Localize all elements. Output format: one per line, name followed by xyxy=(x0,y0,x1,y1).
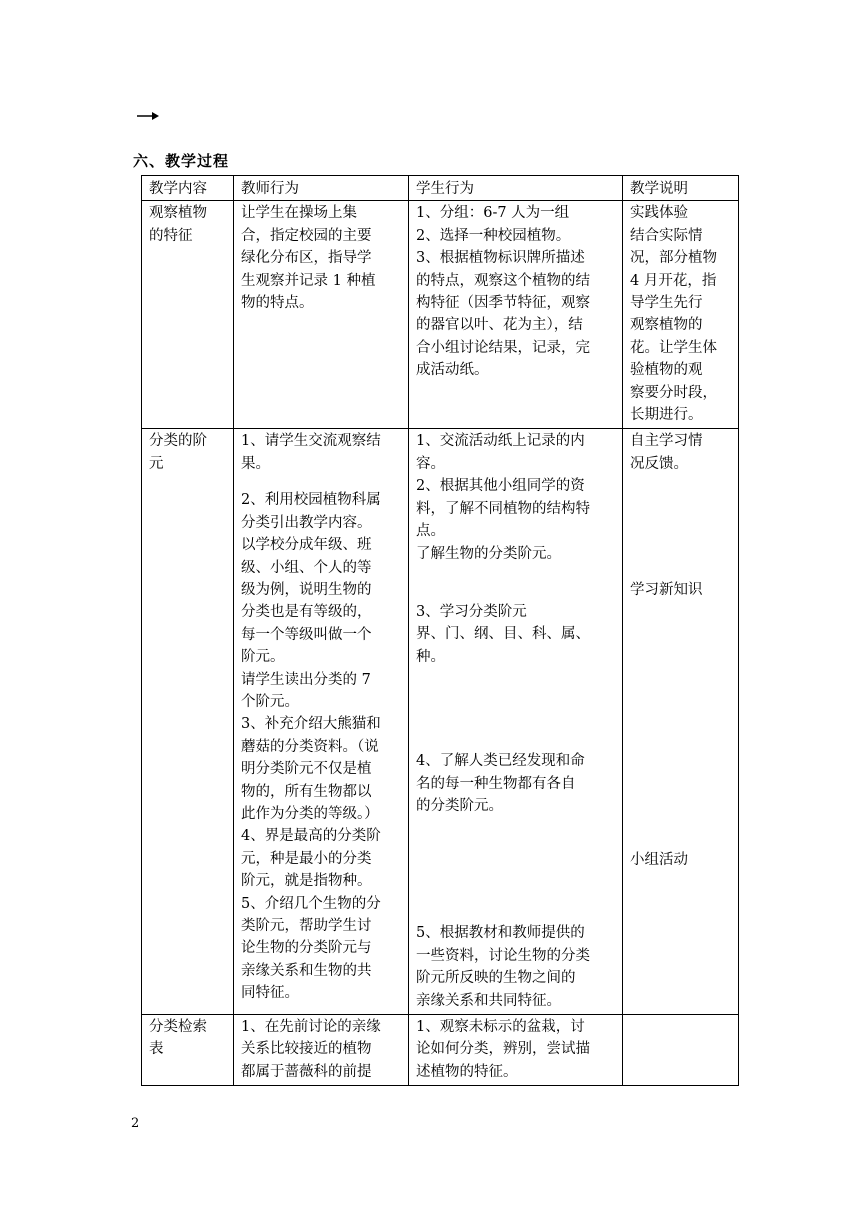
column-header: 教学说明 xyxy=(623,176,739,201)
student-cell xyxy=(409,1014,623,1085)
cell-line: 合小组讨论结果，记录，完 xyxy=(416,339,590,356)
cell-line: 明分类阶元不仅是植 xyxy=(241,761,372,778)
notes-cell xyxy=(623,429,739,1015)
cell-line: 实践体验 xyxy=(630,205,688,222)
arrow-icon xyxy=(137,110,159,122)
cell-line: 3、根据植物标识牌所描述 xyxy=(416,250,585,267)
cell-line: 绿化分布区，指导学 xyxy=(241,250,372,267)
cell-line: 3、学习分类阶元 xyxy=(416,603,527,620)
content-cell xyxy=(142,201,234,429)
notes-cell xyxy=(623,1014,739,1085)
student-cell xyxy=(409,201,623,429)
notes-cell xyxy=(623,201,739,429)
cell-line: 级为例，说明生物的 xyxy=(241,581,372,598)
cell-line: 论生物的分类阶元与 xyxy=(241,940,372,957)
cell-line: 观察植物的 xyxy=(630,317,703,334)
cell-line: 阶元。 xyxy=(241,649,285,666)
cell-line: 分类检索 xyxy=(149,1018,207,1035)
teacher-cell xyxy=(234,201,409,429)
cell-line: 的器官以叶、花为主），结 xyxy=(416,317,583,334)
cell-line: 论如何分类，辨别，尝试描 xyxy=(416,1041,590,1058)
cell-line: 结合实际情 xyxy=(630,227,703,244)
teacher-cell xyxy=(234,429,409,1015)
cell-line: 请学生读出分类的 7 xyxy=(241,671,371,688)
cell-line: 分类引出教学内容。 xyxy=(241,514,372,531)
cell-line: 观察植物 xyxy=(149,205,207,222)
cell-line: 名的每一种生物都有各自 xyxy=(416,775,576,792)
cell-line: 长期进行。 xyxy=(630,407,703,424)
cell-line: 5、根据教材和教师提供的 xyxy=(416,925,585,942)
cell-line: 的分类阶元。 xyxy=(416,797,503,814)
cell-line: 一些资料，讨论生物的分类 xyxy=(416,947,590,964)
cell-line: 的特征 xyxy=(149,227,193,244)
student-cell xyxy=(409,429,623,1015)
cell-line: 况反馈。 xyxy=(630,455,688,472)
cell-line: 察要分时段， xyxy=(630,384,717,401)
cell-line: 4 月开花，指 xyxy=(630,272,717,289)
cell-line: 验植物的观 xyxy=(630,362,703,379)
cell-line: 3、补充介绍大熊猫和 xyxy=(241,716,381,733)
cell-line: 种。 xyxy=(416,648,445,665)
cell-line: 况，部分植物 xyxy=(630,250,717,267)
cell-line: 1、交流活动纸上记录的内 xyxy=(416,433,585,450)
cell-line: 5、介绍几个生物的分 xyxy=(241,895,381,912)
cell-line: 关系比较接近的植物 xyxy=(241,1041,372,1058)
cell-line: 的特点，观察这个植物的结 xyxy=(416,272,590,289)
cell-line: 构特征（因季节特征，观察 xyxy=(416,295,590,312)
content-cell xyxy=(142,429,234,1015)
cell-line: 元，种是最小的分类 xyxy=(241,850,372,867)
cell-line: 学习新知识 xyxy=(630,582,703,599)
cell-line: 1、在先前讨论的亲缘 xyxy=(241,1018,381,1035)
cell-line: 元 xyxy=(149,455,164,472)
cell-line: 了解生物的分类阶元。 xyxy=(416,545,561,562)
content-cell xyxy=(142,1014,234,1085)
cell-line: 料，了解不同植物的结构特 xyxy=(416,500,590,517)
cell-line: 界、门、纲、目、科、属、 xyxy=(416,626,590,643)
cell-line: 都属于蔷薇科的前提 xyxy=(241,1063,372,1080)
cell-line: 1、观察未标示的盆栽，讨 xyxy=(416,1018,585,1035)
table-row xyxy=(142,1014,739,1085)
cell-line: 阶元，就是指物种。 xyxy=(241,873,372,890)
cell-line: 2、根据其他小组同学的资 xyxy=(416,478,585,495)
cell-line: 个阶元。 xyxy=(241,693,299,710)
cell-line: 1、分组：6-7 人为一组 xyxy=(416,205,570,222)
cell-line: 以学校分成年级、班 xyxy=(241,537,372,554)
cell-line: 花。让学生体 xyxy=(630,339,717,356)
cell-line: 小组活动 xyxy=(630,851,688,868)
cell-line: 4、界是最高的分类阶 xyxy=(241,828,381,845)
cell-line: 此作为分类的等级。） xyxy=(241,805,379,822)
cell-line: 生观察并记录 1 种植 xyxy=(241,272,376,289)
cell-line: 合，指定校园的主要 xyxy=(241,227,372,244)
cell-line: 导学生先行 xyxy=(630,295,703,312)
cell-line: 每一个等级叫做一个 xyxy=(241,626,372,643)
cell-line: 容。 xyxy=(416,455,445,472)
table-row xyxy=(142,201,739,429)
cell-line: 果。 xyxy=(241,455,270,472)
cell-line: 分类的阶 xyxy=(149,433,207,450)
teacher-cell xyxy=(234,1014,409,1085)
cell-line: 述植物的特征。 xyxy=(416,1063,518,1080)
teaching-process-table xyxy=(141,175,739,1086)
cell-line: 成活动纸。 xyxy=(416,362,489,379)
cell-line: 1、请学生交流观察结 xyxy=(241,433,381,450)
column-header: 教学内容 xyxy=(142,176,234,201)
cell-line: 物的特点。 xyxy=(241,295,314,312)
table-row xyxy=(142,429,739,1015)
section-title: 六、教学过程 xyxy=(133,152,230,170)
cell-line: 自主学习情 xyxy=(630,433,703,450)
cell-line: 物的，所有生物都以 xyxy=(241,783,372,800)
cell-line: 亲缘关系和生物的共 xyxy=(241,962,372,979)
cell-line: 同特征。 xyxy=(241,985,299,1002)
cell-line: 2、选择一种校园植物。 xyxy=(416,227,571,244)
table-header-row xyxy=(142,176,739,201)
cell-line: 2、利用校园植物科属 xyxy=(241,492,381,509)
cell-line: 4、了解人类已经发现和命 xyxy=(416,753,585,770)
cell-line: 亲缘关系和共同特征。 xyxy=(416,992,561,1009)
cell-line: 阶元所反映的生物之间的 xyxy=(416,970,576,987)
cell-line: 分类也是有等级的， xyxy=(241,604,372,621)
cell-line: 类阶元，帮助学生讨 xyxy=(241,918,372,934)
cell-line: 表 xyxy=(149,1041,164,1058)
cell-line: 级、小组、个人的等 xyxy=(241,559,372,576)
column-header: 教师行为 xyxy=(234,176,409,201)
column-header: 学生行为 xyxy=(409,176,623,201)
cell-line: 蘑菇的分类资料。（说 xyxy=(241,738,379,755)
cell-line: 让学生在操场上集 xyxy=(241,205,357,222)
page-number: 2 xyxy=(131,1116,140,1131)
cell-line: 点。 xyxy=(416,523,445,540)
